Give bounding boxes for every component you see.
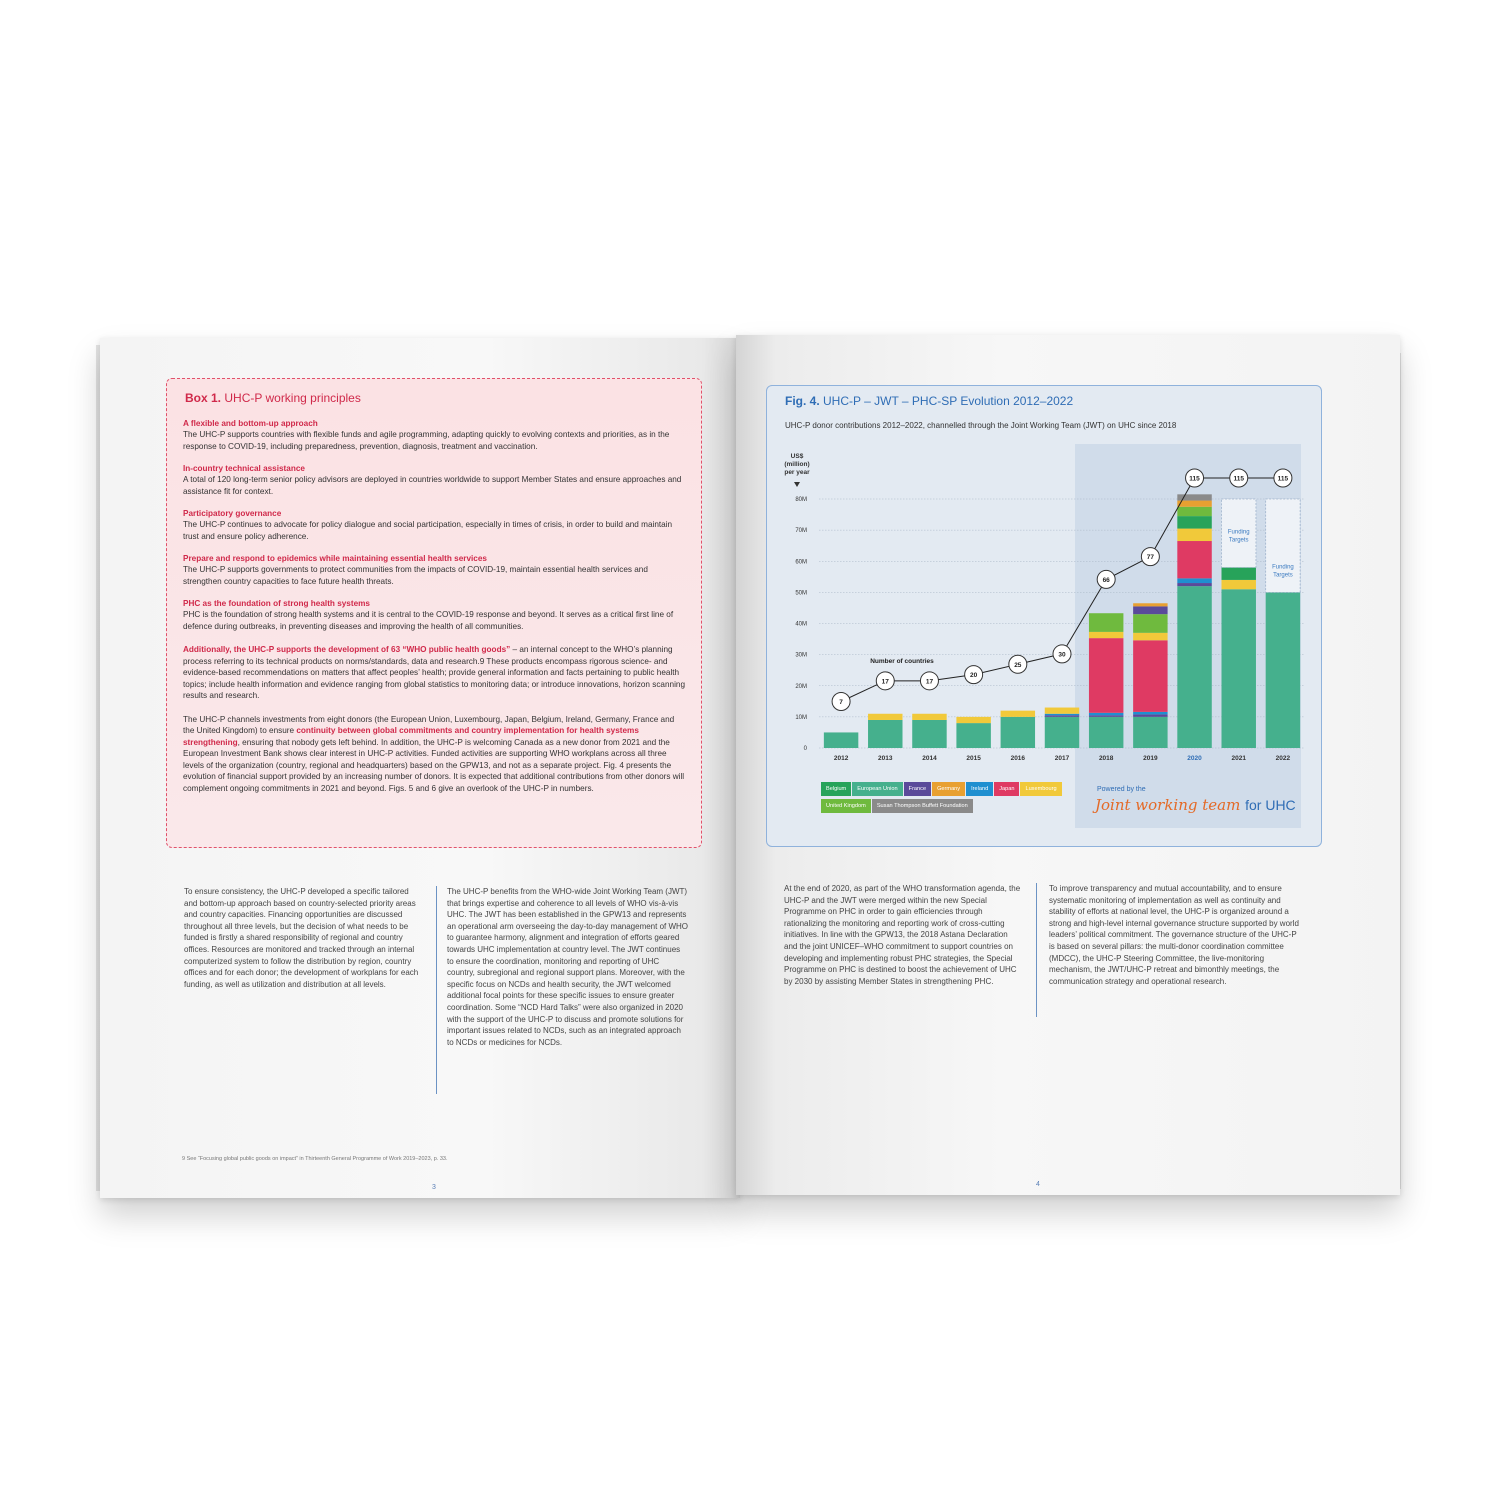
y-tick-label: 40M bbox=[795, 621, 807, 628]
bar-segment bbox=[1089, 713, 1123, 715]
box-working-principles bbox=[166, 378, 702, 848]
y-axis-label: per year bbox=[784, 469, 810, 476]
footnote: 9 See “Focusing global public goods on impact” in Thirteenth General Programme of Work 2019–2023, p. 33. bbox=[182, 1156, 448, 1162]
countries-value-label: 17 bbox=[881, 678, 889, 686]
bar-segment bbox=[1045, 708, 1079, 714]
bar-segment bbox=[1177, 583, 1211, 586]
x-tick-label: 2022 bbox=[1275, 755, 1291, 762]
countries-line-label: Number of countries bbox=[870, 658, 934, 665]
bar-segment bbox=[1133, 640, 1167, 712]
bar-segment bbox=[1089, 717, 1123, 748]
bar-segment bbox=[1133, 717, 1167, 748]
left-column-2: The UHC-P benefits from the WHO-wide Joint Working Team (JWT) that brings expertise and coherence to all levels of WHO vis-à-vis UHC. The JWT has been established in the GPW13 and represents an operational arm overseeing the day-to-day management of WHO to guarantee harmony, alignment and integration of efforts geared towards UHC implementation at country level. The JWT continues to ensure the coordination, monitoring and reporting of UHC country, subregional and regional support plans. Moreover, with the specific focus on NCDs and health security, the JWT welcomed additional focal points for these specific issues to ensure greater coordination. Some “NCD Hard Talks” were also organized in 2020 with the support of the UHC-P to discuss and promote solutions for important issues related to NCDs, such as an integrated approach to NCDs or medicines for NCDs. bbox=[447, 887, 689, 1047]
bar-segment bbox=[1221, 589, 1255, 748]
figure-4 bbox=[766, 385, 1322, 847]
legend-item: France bbox=[904, 782, 931, 796]
x-tick-label: 2020 bbox=[1187, 755, 1202, 762]
countries-value-label: 7 bbox=[839, 699, 843, 707]
y-tick-label: 0 bbox=[803, 746, 807, 752]
page-number: 4 bbox=[1036, 1181, 1040, 1188]
legend-item: Ireland bbox=[966, 782, 993, 796]
bar-segment bbox=[1133, 606, 1167, 614]
countries-value-label: 20 bbox=[970, 672, 978, 680]
left-column-1: To ensure consistency, the UHC-P developed a specific tailored and bottom-up approach based on country-selected priority areas and country capacities. Financing opportunities are discussed throughout all three levels, but the decision of what needs to be funded is firstly a shared responsibility of regional and country offices. Resources are monitored and tracked through an internal computerized system to follow the distribution by region, country offices and for each donor; the development of workplans for each funding, as well as utilization and distribution at all levels. bbox=[184, 887, 419, 989]
right-column-1: At the end of 2020, as part of the WHO transformation agenda, the UHC-P and the JWT were merged within the new Special Programme on PHC in order to gain efficiencies through rationalizing the monitoring and reporting work of cross-cutting initiatives. In line with the GPW13, the 2018 Astana Declaration and the joint UNICEF–WHO commitment to support countries on developing and implementing robust PHC strategies, the Special Programme on PHC is destined to boost the achievement of UHC by 2030 by assisting Member States in strengthening PHC. bbox=[784, 884, 1021, 986]
principle-2: In-country technical assistance A total of 120 long-term senior policy advisors are deployed in countries worldwide to support Member States and ensure approaches and assistance fit for context. bbox=[183, 464, 682, 496]
bar-segment bbox=[1133, 614, 1167, 633]
principle-5: PHC as the foundation of strong health systems PHC is the foundation of strong health systems and it is central to the COVID-19 response and beyond. It serves as a critical first line of defence during outbreaks, in preventing diseases and improving the health of all communities. bbox=[183, 599, 674, 631]
figure-title: Fig. 4. UHC-P – JWT – PHC-SP Evolution 2012–2022 bbox=[785, 394, 1074, 408]
countries-value-label: 17 bbox=[925, 678, 934, 686]
countries-value-label: 77 bbox=[1146, 554, 1154, 562]
column-divider bbox=[436, 886, 437, 1094]
donor-contributions-chart bbox=[767, 386, 1323, 848]
bar-segment bbox=[1089, 715, 1123, 717]
bar-segment bbox=[1177, 501, 1211, 507]
right-page bbox=[736, 335, 1400, 1195]
legend-item: Germany bbox=[932, 782, 965, 796]
x-tick-label: 2017 bbox=[1054, 755, 1070, 762]
bar-segment bbox=[1045, 715, 1079, 717]
x-tick-label: 2016 bbox=[1010, 755, 1026, 762]
funding-targets-label: Funding bbox=[1272, 564, 1294, 571]
countries-value-label: 115 bbox=[1277, 475, 1289, 483]
bar-segment bbox=[1177, 507, 1211, 516]
legend-item: Susan Thompson Buffett Foundation bbox=[872, 799, 973, 813]
box-title: Box 1. UHC-P working principles bbox=[185, 391, 361, 405]
bar-segment bbox=[1045, 714, 1079, 716]
bar-segment bbox=[956, 723, 990, 748]
bar-segment bbox=[868, 714, 902, 720]
legend-item: Luxembourg bbox=[1020, 782, 1061, 796]
y-tick-label: 10M bbox=[795, 714, 807, 721]
countries-value-label: 115 bbox=[1189, 475, 1200, 483]
y-axis-label: US$ bbox=[790, 453, 804, 460]
bar-segment bbox=[1221, 580, 1255, 589]
countries-value-label: 66 bbox=[1102, 576, 1110, 584]
y-axis-arrow bbox=[794, 482, 800, 487]
y-tick-label: 70M bbox=[795, 528, 807, 535]
figure-subtitle: UHC-P donor contributions 2012–2022, channelled through the Joint Working Team (JWT) on UHC since 2018 bbox=[785, 421, 1177, 430]
right-column-2: To improve transparency and mutual accountability, and to ensure systematic monitoring of implementation as well as continuity and stability of efforts at national level, the UHC-P is organized around a strong and high-level internal governance structure supported by world leaders’ political commitment. The governance structure of the UHC-P is based on several pillars: the multi-donor coordination committee (MDCC), the UHC-P Steering Committee, the live-monitoring mechanism, the JWT/UHC-P retreat and bimonthly meetings, the communication strategy and operational research. bbox=[1049, 884, 1299, 986]
bar-segment bbox=[1177, 541, 1211, 578]
y-tick-label: 30M bbox=[795, 652, 807, 659]
bar-segment bbox=[912, 720, 946, 748]
book-spread bbox=[100, 335, 1400, 1205]
legend-item: Japan bbox=[994, 782, 1019, 796]
countries-value-label: 30 bbox=[1058, 651, 1066, 659]
bar-segment bbox=[1089, 613, 1123, 632]
principle-4: Prepare and respond to epidemics while maintaining essential health services The UHC-P supports governments to protect communities from the impacts of COVID-19, maintain essential health services and strengthen country capacities to face future health threats. bbox=[183, 554, 648, 586]
bar-segment bbox=[1266, 592, 1300, 748]
x-tick-label: 2021 bbox=[1231, 755, 1246, 762]
bar-segment bbox=[1177, 586, 1211, 748]
jwt-logo: Joint working team for UHC bbox=[1095, 796, 1296, 814]
page-number: 3 bbox=[432, 1184, 436, 1191]
legend-item: Belgium bbox=[821, 782, 851, 796]
countries-value-label: 115 bbox=[1233, 475, 1244, 483]
column-divider bbox=[1036, 883, 1037, 1017]
funding-targets-label: Funding bbox=[1227, 529, 1250, 536]
bar-segment bbox=[1177, 516, 1211, 528]
x-tick-label: 2013 bbox=[878, 755, 893, 762]
bar-segment bbox=[868, 720, 902, 748]
principle-1: A flexible and bottom-up approach The UHC-P supports countries with flexible funds and agile programming, adapting quickly to evolving contexts and priorities, as in the response to COVID-19, including preparedness, prevention, diagnosis, treatment and vaccination. bbox=[183, 419, 670, 451]
x-tick-label: 2015 bbox=[966, 755, 981, 762]
bar-segment bbox=[1089, 632, 1123, 638]
public-health-goods-paragraph: Additionally, the UHC-P supports the development of 63 “WHO public health goods” – an internal concept to the WHO’s planning process referring to its technical products on norms/standards, data and research.9 These products encompass rigorous science- and evidence-based recommendations on matters that affect peoples’ health; provide general information and facts pertaining to public health topics; include health information and evidence ranging from global statistics to monitoring data; or introduce innovations, horizon scanning results and research. bbox=[183, 645, 686, 700]
bar-segment bbox=[1133, 603, 1167, 606]
y-tick-label: 20M bbox=[795, 683, 807, 690]
x-tick-label: 2019 bbox=[1143, 755, 1158, 762]
bar-segment bbox=[1177, 529, 1211, 541]
bar-segment bbox=[824, 732, 858, 748]
bar-segment bbox=[1133, 633, 1167, 640]
bar-segment bbox=[1001, 717, 1035, 748]
x-tick-label: 2014 bbox=[922, 755, 937, 762]
bar-segment bbox=[1221, 567, 1255, 579]
y-tick-label: 50M bbox=[795, 590, 807, 597]
bar-segment bbox=[956, 717, 990, 723]
y-tick-label: 80M bbox=[795, 497, 807, 503]
left-page bbox=[100, 338, 740, 1198]
countries-value-label: 25 bbox=[1014, 661, 1022, 669]
bar-segment bbox=[1133, 712, 1167, 714]
legend-item: United Kingdom bbox=[821, 799, 871, 813]
powered-by: Powered by the bbox=[1097, 786, 1146, 793]
x-tick-label: 2012 bbox=[833, 755, 849, 762]
funding-targets-label: Targets bbox=[1228, 537, 1249, 544]
bar-segment bbox=[1133, 714, 1167, 716]
x-tick-label: 2018 bbox=[1098, 755, 1114, 762]
y-axis-label: (million) bbox=[784, 461, 810, 468]
bar-segment bbox=[1089, 638, 1123, 713]
funding-targets-label: Targets bbox=[1273, 572, 1293, 579]
y-tick-label: 60M bbox=[795, 559, 807, 566]
bar-segment bbox=[1001, 711, 1035, 717]
legend-item: European Union bbox=[852, 782, 902, 796]
donors-paragraph: The UHC-P channels investments from eight donors (the European Union, Luxembourg, Japan, Belgium, Ireland, Germany, France and the United Kingdom) to ensure continuity between global commitments and country implementation for health systems strengthening, ensuring that nobody gets left behind. In addition, the UHC-P is welcoming Canada as a new donor from 2021 and the European Investment Bank shows clear interest in UHC-P activities. Funded activities are supporting WHO workplans across all three levels of the organization (country, regional and headquarters) based on the GPW13, and not as a separate project. Fig. 4 presents the evolution of financial support provided by an increasing number of donors. It is expected that additional contributions from other donors will complement ongoing commitments in 2021 and beyond. Figs. 5 and 6 give an overlook of the UHC-P in numbers. bbox=[183, 714, 685, 793]
bar-segment bbox=[1045, 717, 1079, 748]
principle-3: Participatory governance The UHC-P continues to advocate for policy dialogue and social participation, especially in times of crisis, in order to build and maintain trust and ensure policy adherence. bbox=[183, 509, 673, 541]
bar-segment bbox=[912, 714, 946, 720]
bar-segment bbox=[1177, 578, 1211, 583]
chart-legend bbox=[821, 782, 1065, 816]
